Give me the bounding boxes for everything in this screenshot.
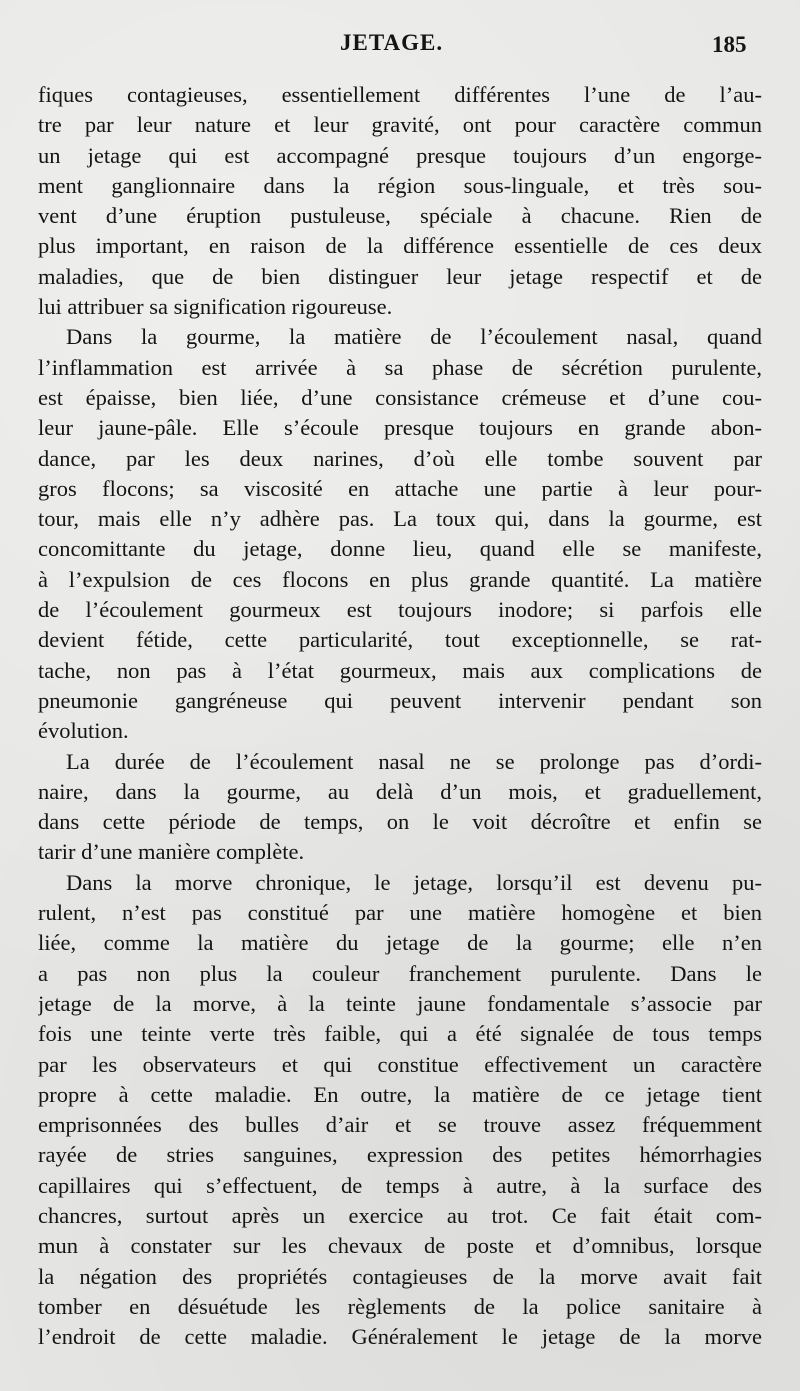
text-line: tomber en désuétude les règlements de la police sanitaire à (38, 1293, 762, 1319)
text-line: de l’écoulement gourmeux est toujours inodore; si parfois elle (38, 597, 762, 623)
text-line: naire, dans la gourme, au delà d’un mois, et graduellement, (38, 778, 762, 804)
running-title: JETAGE. (340, 30, 444, 55)
text-line: dans cette période de temps, on le voit décroître et enfin se (38, 809, 762, 835)
text-line: la négation des propriétés contagieuses de la morve avait fait (38, 1263, 762, 1289)
text-line: jetage de la morve, à la teinte jaune fondamentale s’associe par (38, 990, 762, 1016)
text-line: maladies, que de bien distinguer leur jetage respectif et de (38, 263, 762, 289)
text-line: tarir d’une manière complète. (38, 839, 305, 865)
page-header (0, 30, 800, 66)
text-line: fois une teinte verte très faible, qui a été signalée de tous temps (38, 1021, 762, 1047)
text-line: propre à cette maladie. En outre, la matière de ce jetage tient (38, 1081, 762, 1107)
text-line: Dans la gourme, la matière de l’écoulement nasal, quand (66, 324, 762, 350)
text-line: à l’expulsion de ces flocons en plus grande quantité. La matière (38, 566, 762, 592)
text-line: rulent, n’est pas constitué par une matière homogène et bien (38, 900, 762, 926)
text-line: mun à constater sur les chevaux de poste et d’omnibus, lorsque (38, 1233, 762, 1259)
text-line: pneumonie gangréneuse qui peuvent intervenir pendant son (38, 687, 762, 713)
text-line: chancres, surtout après un exercice au trot. Ce fait était com- (38, 1202, 762, 1228)
text-line: évolution. (38, 718, 129, 744)
text-line: devient fétide, cette particularité, tout exceptionnelle, se rat- (38, 627, 762, 653)
text-line: dance, par les deux narines, d’où elle tombe souvent par (38, 445, 762, 471)
text-line: emprisonnées des bulles d’air et se trouve assez fréquemment (38, 1112, 762, 1138)
text-line: tour, mais elle n’y adhère pas. La toux qui, dans la gourme, est (38, 506, 762, 532)
page-number: 185 (712, 32, 747, 57)
text-line: tre par leur nature et leur gravité, ont pour caractère commun (38, 112, 762, 138)
body-text (38, 80, 762, 1352)
text-line: ment ganglionnaire dans la région sous-linguale, et très sou- (38, 172, 762, 198)
text-line: a pas non plus la couleur franchement purulente. Dans le (38, 960, 762, 986)
text-line: tache, non pas à l’état gourmeux, mais aux complications de (38, 657, 762, 683)
text-line: rayée de stries sanguines, expression des petites hémorrhagies (38, 1142, 762, 1168)
text-line: gros flocons; sa viscosité en attache une partie à leur pour- (38, 475, 762, 501)
text-line: vent d’une éruption pustuleuse, spéciale à chacune. Rien de (38, 203, 762, 229)
text-line: est épaisse, bien liée, d’une consistance crémeuse et d’une cou- (38, 384, 762, 410)
text-line: un jetage qui est accompagné presque toujours d’un engorge- (38, 142, 762, 168)
text-line: par les observateurs et qui constitue effectivement un caractère (38, 1051, 762, 1077)
text-line: plus important, en raison de la différence essentielle de ces deux (38, 233, 762, 259)
text-line: fiques contagieuses, essentiellement différentes l’une de l’au- (38, 82, 762, 107)
text-line: l’endroit de cette maladie. Généralement le jetage de la morve (38, 1324, 762, 1350)
text-line: La durée de l’écoulement nasal ne se prolonge pas d’ordi- (66, 748, 762, 774)
text-line: capillaires qui s’effectuent, de temps à autre, à la surface des (38, 1172, 762, 1198)
text-line: l’inflammation est arrivée à sa phase de sécrétion purulente, (38, 354, 762, 380)
text-line: liée, comme la matière du jetage de la gourme; elle n’en (38, 930, 762, 956)
text-line: Dans la morve chronique, le jetage, lorsqu’il est devenu pu- (66, 869, 762, 895)
text-line: leur jaune-pâle. Elle s’écoule presque toujours en grande abon- (38, 415, 762, 441)
text-line: concomittante du jetage, donne lieu, quand elle se manifeste, (38, 536, 762, 562)
text-line: lui attribuer sa signification rigoureuse. (38, 294, 393, 320)
